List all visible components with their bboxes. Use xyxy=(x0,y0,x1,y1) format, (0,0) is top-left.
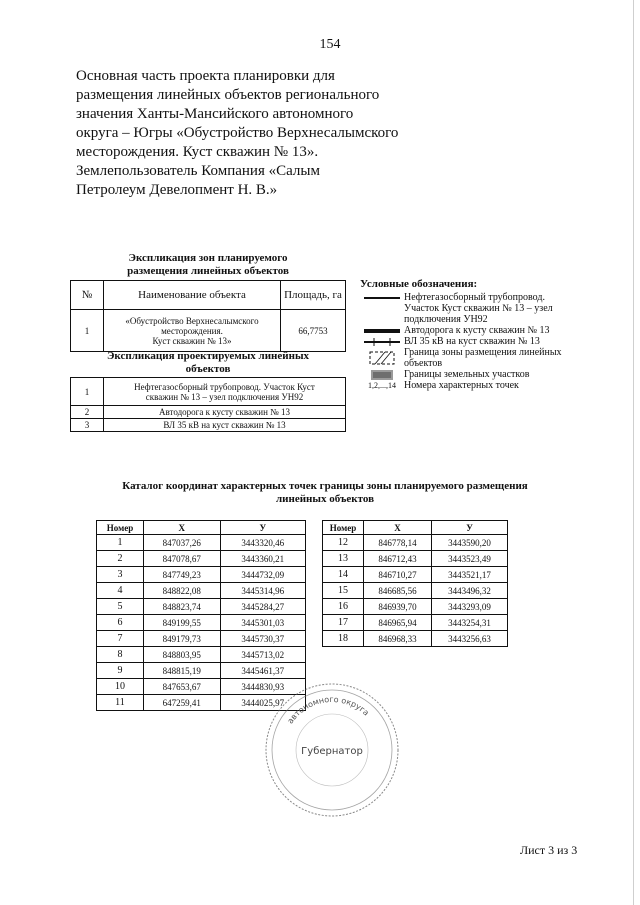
coords-row xyxy=(97,599,306,615)
coords-cell-number: 10 xyxy=(97,679,144,695)
legend-pipeline-line: Нефтегазосборный трубопровод. xyxy=(404,292,545,303)
coords-cell-number: 3 xyxy=(97,567,144,583)
coords-cell-number: 14 xyxy=(323,567,364,583)
title-line: размещения линейных объектов регионального xyxy=(76,87,380,103)
coords-cell-x: 848815,19 xyxy=(144,663,221,679)
coords-cell-x: 849199,55 xyxy=(144,615,221,631)
zone-boundary-symbol xyxy=(369,351,395,365)
coords-cell-x: 647259,41 xyxy=(144,695,221,711)
coords-cell-y: 3445314,96 xyxy=(220,583,305,599)
powerline-symbol xyxy=(364,338,400,346)
coords-row xyxy=(97,583,306,599)
page-edge xyxy=(633,0,634,905)
catalog-title xyxy=(90,480,560,506)
coords-cell-y: 3444025,97 xyxy=(220,695,305,711)
coords-cell-number: 15 xyxy=(323,583,364,599)
coords-cell-y: 3444732,09 xyxy=(220,567,305,583)
zones-row-area: 66,7753 xyxy=(281,310,346,352)
legend-points: Номера характерных точек xyxy=(404,380,519,391)
coords-cell-x: 846939,70 xyxy=(364,599,432,615)
title-line: округа – Югры «Обустройство Верхнесалымского xyxy=(76,125,399,141)
coords-row xyxy=(97,535,306,551)
coords-cell-x: 849179,73 xyxy=(144,631,221,647)
coords-cell-x: 847749,23 xyxy=(144,567,221,583)
coords-cell-x: 846710,27 xyxy=(364,567,432,583)
objects-title-line: объектов xyxy=(185,363,231,375)
legend-road: Автодорога к кусту скважин № 13 xyxy=(404,325,550,336)
catalog-title-line: Каталог координат характерных точек границы зоны планируемого размещения xyxy=(122,480,528,492)
objects-row-name: ВЛ 35 кВ на куст скважин № 13 xyxy=(104,419,346,432)
zones-title-line: Экспликация зон планируемого xyxy=(128,252,288,264)
coords-cell-number: 9 xyxy=(97,663,144,679)
legend-pipeline-line: Участок Куст скважин № 13 – узел xyxy=(404,303,553,314)
coords-cell-number: 7 xyxy=(97,631,144,647)
coords-row xyxy=(97,567,306,583)
coords-row xyxy=(97,551,306,567)
coords-cell-number: 1 xyxy=(97,535,144,551)
coords-cell-x: 846712,43 xyxy=(364,551,432,567)
coords-col-x: X xyxy=(144,521,221,535)
legend-item-pipeline xyxy=(360,292,610,325)
objects-row-name xyxy=(104,378,346,406)
legend-item-points xyxy=(360,380,610,391)
legend-zone-line: объектов xyxy=(404,358,443,369)
coords-row xyxy=(323,615,508,631)
coords-cell-y: 3445730,37 xyxy=(220,631,305,647)
legend-item-zone xyxy=(360,347,610,369)
coords-col-y: У xyxy=(432,521,508,535)
coords-cell-number: 13 xyxy=(323,551,364,567)
objects-name-line: скважин № 13 – узел подключения УН92 xyxy=(145,391,304,402)
document-title xyxy=(76,67,436,200)
coords-cell-y: 3445461,37 xyxy=(220,663,305,679)
zones-name-line: «Обустройство Верхнесалымского xyxy=(125,315,259,326)
zones-row-name xyxy=(104,310,281,352)
objects-title-line: Экспликация проектируемых линейных xyxy=(106,350,310,362)
coords-row xyxy=(323,535,508,551)
coords-cell-x: 846685,56 xyxy=(364,583,432,599)
coords-cell-x: 847037,26 xyxy=(144,535,221,551)
coords-row xyxy=(323,583,508,599)
coords-cell-number: 6 xyxy=(97,615,144,631)
legend-item-road xyxy=(360,325,610,336)
zones-name-line: Куст скважин № 13» xyxy=(152,335,232,346)
coords-cell-x: 848823,74 xyxy=(144,599,221,615)
objects-row xyxy=(71,378,346,406)
coords-cell-y: 3443523,49 xyxy=(432,551,508,567)
zones-table xyxy=(70,280,346,352)
legend-item-land xyxy=(360,369,610,380)
zones-row xyxy=(71,310,346,352)
objects-row-num: 3 xyxy=(71,419,104,432)
coords-cell-y: 3443521,17 xyxy=(432,567,508,583)
legend-points-symbol: 1,2,...,14 xyxy=(368,381,396,390)
objects-row xyxy=(71,419,346,432)
page-number: 154 xyxy=(319,37,341,52)
coords-cell-y: 3443320,46 xyxy=(220,535,305,551)
title-line: Основная часть проекта планировки для xyxy=(76,68,335,84)
coords-cell-y: 3443256,63 xyxy=(432,631,508,647)
objects-row xyxy=(71,406,346,419)
legend-land: Границы земельных участков xyxy=(404,369,530,380)
coords-cell-x: 848822,08 xyxy=(144,583,221,599)
zones-col-area: Площадь, га xyxy=(281,281,346,310)
coords-cell-number: 8 xyxy=(97,647,144,663)
coords-cell-y: 3445713,02 xyxy=(220,647,305,663)
title-line: значения Ханты-Мансийского автономного xyxy=(76,106,354,122)
coords-cell-number: 2 xyxy=(97,551,144,567)
official-seal xyxy=(262,680,402,820)
coords-table-right xyxy=(322,520,508,647)
coords-col-number: Номер xyxy=(97,521,144,535)
coords-row xyxy=(97,663,306,679)
coords-cell-number: 16 xyxy=(323,599,364,615)
zones-name-line: месторождения. xyxy=(161,325,223,336)
coords-row xyxy=(323,551,508,567)
coords-row xyxy=(97,615,306,631)
coords-cell-y: 3445284,27 xyxy=(220,599,305,615)
coords-cell-y: 3445301,03 xyxy=(220,615,305,631)
coords-cell-y: 3443293,09 xyxy=(432,599,508,615)
coords-cell-number: 5 xyxy=(97,599,144,615)
coords-cell-x: 847653,67 xyxy=(144,679,221,695)
objects-name-line: Нефтегазосборный трубопровод. Участок Куст xyxy=(134,381,315,392)
coords-col-number: Номер xyxy=(323,521,364,535)
coords-col-x: X xyxy=(364,521,432,535)
title-line: Землепользователь Компания «Салым xyxy=(76,163,320,179)
objects-row-name: Автодорога к кусту скважин № 13 xyxy=(104,406,346,419)
coords-cell-number: 4 xyxy=(97,583,144,599)
coords-row xyxy=(323,567,508,583)
coords-cell-number: 11 xyxy=(97,695,144,711)
legend-powerline: ВЛ 35 кВ на куст скважин № 13 xyxy=(404,336,540,347)
zones-col-num: № xyxy=(71,281,104,310)
coords-cell-x: 846968,33 xyxy=(364,631,432,647)
catalog-title-line: линейных объектов xyxy=(275,493,375,505)
zones-table-title xyxy=(70,252,346,278)
objects-table-title xyxy=(70,350,346,376)
coords-row xyxy=(323,631,508,647)
land-parcel-symbol xyxy=(371,370,393,380)
coords-cell-y: 3444830,93 xyxy=(220,679,305,695)
zones-row-num: 1 xyxy=(71,310,104,352)
pipeline-line-symbol xyxy=(364,295,400,301)
title-line: месторождения. Куст скважин № 13». xyxy=(76,144,319,160)
coords-row xyxy=(97,647,306,663)
zones-col-name: Наименование объекта xyxy=(104,281,281,310)
objects-table xyxy=(70,377,346,432)
seal-ring-text: автономного округа xyxy=(285,694,371,726)
coords-cell-x: 847078,67 xyxy=(144,551,221,567)
legend xyxy=(360,278,610,391)
coords-cell-number: 17 xyxy=(323,615,364,631)
coords-cell-x: 846778,14 xyxy=(364,535,432,551)
coords-cell-y: 3443254,31 xyxy=(432,615,508,631)
road-line-symbol xyxy=(364,328,400,334)
coords-row xyxy=(323,599,508,615)
seal-center-text: Губернатор xyxy=(301,746,363,757)
objects-row-num: 2 xyxy=(71,406,104,419)
legend-title: Условные обозначения: xyxy=(360,278,478,290)
title-line: Петролеум Девелопмент Н. В.» xyxy=(76,182,278,198)
coords-cell-y: 3443590,20 xyxy=(432,535,508,551)
zones-title-line: размещения линейных объектов xyxy=(127,265,289,277)
coords-cell-x: 846965,94 xyxy=(364,615,432,631)
coords-cell-number: 12 xyxy=(323,535,364,551)
coords-cell-y: 3443496,32 xyxy=(432,583,508,599)
coords-cell-number: 18 xyxy=(323,631,364,647)
objects-row-num: 1 xyxy=(71,378,104,406)
legend-zone-line: Граница зоны размещения линейных xyxy=(404,347,562,358)
coords-cell-x: 848803,95 xyxy=(144,647,221,663)
coords-cell-y: 3443360,21 xyxy=(220,551,305,567)
legend-item-powerline xyxy=(360,336,610,347)
coords-row xyxy=(97,631,306,647)
coords-col-y: У xyxy=(220,521,305,535)
legend-pipeline-line: подключения УН92 xyxy=(404,314,488,325)
sheet-label: Лист 3 из 3 xyxy=(520,843,578,857)
